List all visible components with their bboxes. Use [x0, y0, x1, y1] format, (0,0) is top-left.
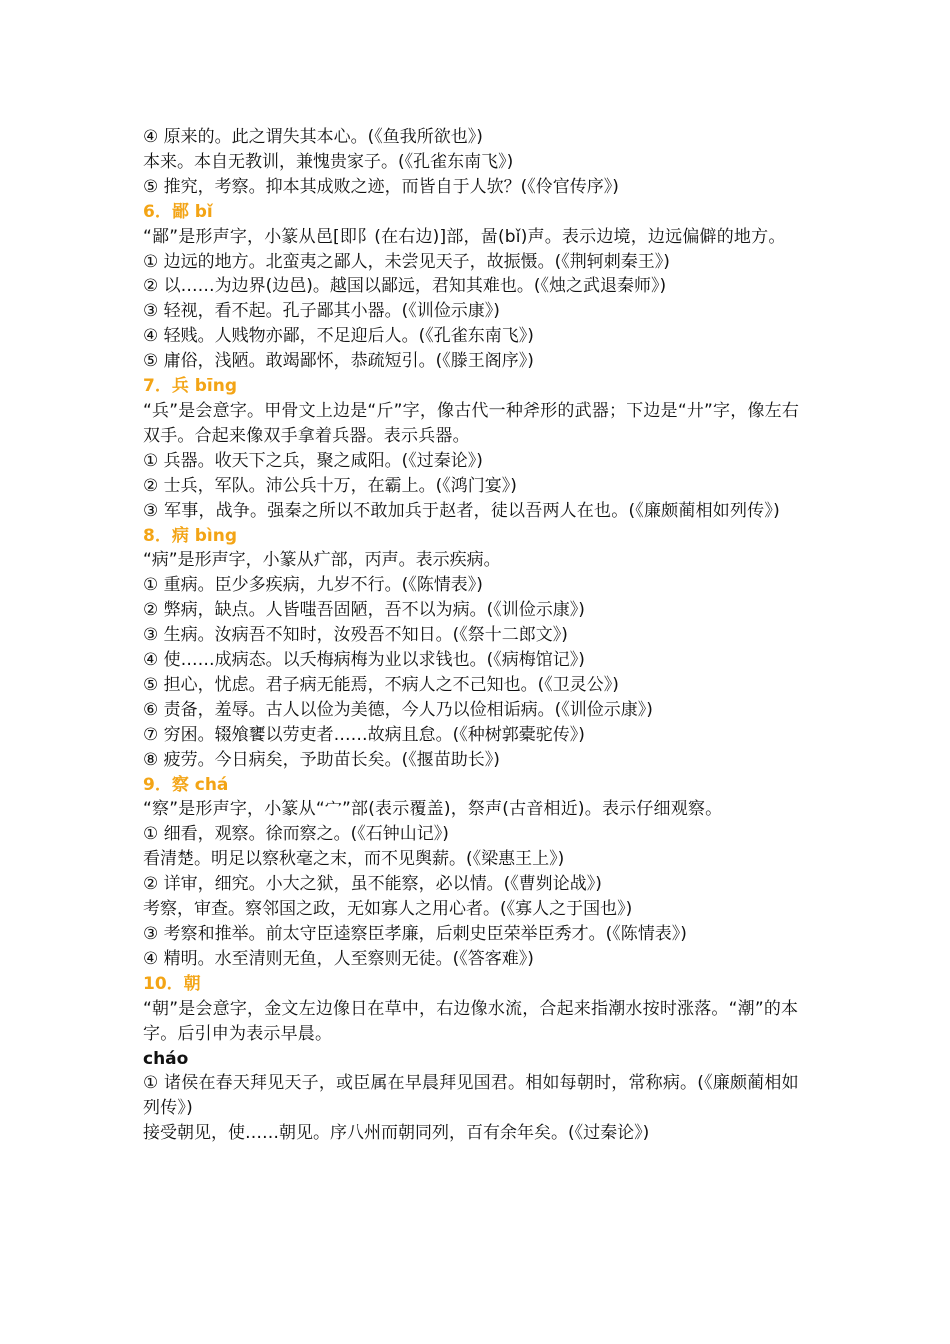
definition-line: 看清楚。明足以察秋毫之末，而不见舆薪。(《梁惠王上》): [143, 849, 565, 870]
entry-description: “兵”是会意字。甲骨文上边是“斤”字，像古代一种斧形的武器；下边是“廾”字，像左右双手。合起来像双手拿着兵器。表示兵器。: [143, 400, 800, 446]
entry-heading-bing-soldier: 7．兵 bīng: [143, 376, 238, 397]
definition-line: ② 弊病，缺点。人皆嗤吾固陋，吾不以为病。(《训俭示康》): [143, 600, 585, 621]
text-line: ⑤ 推究，考察。抑本其成败之迹，而皆自于人欤？(《伶官传序》): [143, 176, 619, 197]
pronunciation-label: cháo: [143, 1048, 189, 1069]
definition-line: ② 士兵，军队。沛公兵十万，在霸上。(《鸿门宴》): [143, 475, 517, 496]
definition-line: ⑤ 庸俗，浅陋。敢竭鄙怀，恭疏短引。(《滕王阁序》): [143, 351, 534, 372]
definition-line: ⑦ 穷困。辍飧饔以劳吏者……故病且怠。(《种树郭橐驼传》): [143, 724, 585, 745]
definition-line: ② 详审，细究。小大之狱，虽不能察，必以情。(《曹刿论战》): [143, 874, 602, 895]
definition-line: 考察，审查。察邻国之政，无如寡人之用心者。(《寡人之于国也》): [143, 899, 633, 920]
definition-line: ① 边远的地方。北蛮夷之鄙人，未尝见天子，故振慑。(《荆轲刺秦王》): [143, 251, 670, 272]
entry-description: “朝”是会意字，金文左边像日在草中，右边像水流，合起来指潮水按时涨落。“潮”的本字。后引申为表示早晨。: [143, 998, 799, 1044]
text-line: 本来。本自无教训，兼愧贵家子。(《孔雀东南飞》): [143, 151, 514, 172]
document-page: [143, 125, 811, 1146]
entry-heading-chao: 10．朝: [143, 973, 201, 994]
entry-heading-bi: 6．鄙 bǐ: [143, 201, 213, 222]
definition-line: ② 以……为边界(边邑)。越国以鄙远，君知其难也。(《烛之武退秦师》): [143, 276, 667, 297]
definition-line: ① 兵器。收天下之兵，聚之咸阳。(《过秦论》): [143, 450, 483, 471]
definition-line: ③ 轻视，看不起。孔子鄙其小器。(《训俭示康》): [143, 301, 500, 322]
entry-description: “鄙”是形声字，小篆从邑[即阝(在右边)]部，啚(bǐ)声。表示边境，边远偏僻的地方。: [143, 226, 786, 247]
entry-description: “病”是形声字，小篆从疒部，丙声。表示疾病。: [143, 550, 501, 571]
definition-line: ③ 军事，战争。强秦之所以不敢加兵于赵者，徒以吾两人在也。(《廉颇蔺相如列传》): [143, 500, 780, 521]
definition-line: ① 重病。臣少多疾病，九岁不行。(《陈情表》): [143, 575, 483, 596]
definition-line: ④ 精明。水至清则无鱼，人至察则无徒。(《答客难》): [143, 948, 534, 969]
definition-line: ① 细看，观察。徐而察之。(《石钟山记》): [143, 824, 449, 845]
definition-line: ④ 轻贱。人贱物亦鄙，不足迎后人。(《孔雀东南飞》): [143, 326, 534, 347]
definition-line: 接受朝见，使……朝见。序八州而朝同列，百有余年矣。(《过秦论》): [143, 1123, 650, 1144]
definition-line: ⑥ 责备，羞辱。古人以俭为美德，今人乃以俭相诟病。(《训俭示康》): [143, 699, 653, 720]
text-line: ④ 原来的。此之谓失其本心。(《鱼我所欲也》): [143, 127, 483, 147]
entry-heading-bing-illness: 8．病 bìng: [143, 525, 238, 546]
definition-line: ③ 考察和推举。前太守臣逵察臣孝廉，后刺史臣荣举臣秀才。(《陈情表》): [143, 924, 687, 944]
definition-line: ① 诸侯在春天拜见天子，或臣属在早晨拜见国君。相如每朝时，常称病。(《廉颇蔺相如列传》): [143, 1073, 799, 1119]
definition-line: ④ 使……成病态。以夭梅病梅为业以求钱也。(《病梅馆记》): [143, 650, 585, 671]
entry-description: “察”是形声字，小篆从“宀”部(表示覆盖)，祭声(古音相近)。表示仔细观察。: [143, 799, 723, 820]
entry-heading-cha: 9．察 chá: [143, 774, 229, 795]
definition-line: ⑤ 担心，忧虑。君子病无能焉，不病人之不己知也。(《卫灵公》): [143, 674, 619, 695]
definition-line: ⑧ 疲劳。今日病矣，予助苗长矣。(《揠苗助长》): [143, 749, 500, 770]
definition-line: ③ 生病。汝病吾不知时，汝殁吾不知日。(《祭十二郎文》): [143, 625, 568, 646]
